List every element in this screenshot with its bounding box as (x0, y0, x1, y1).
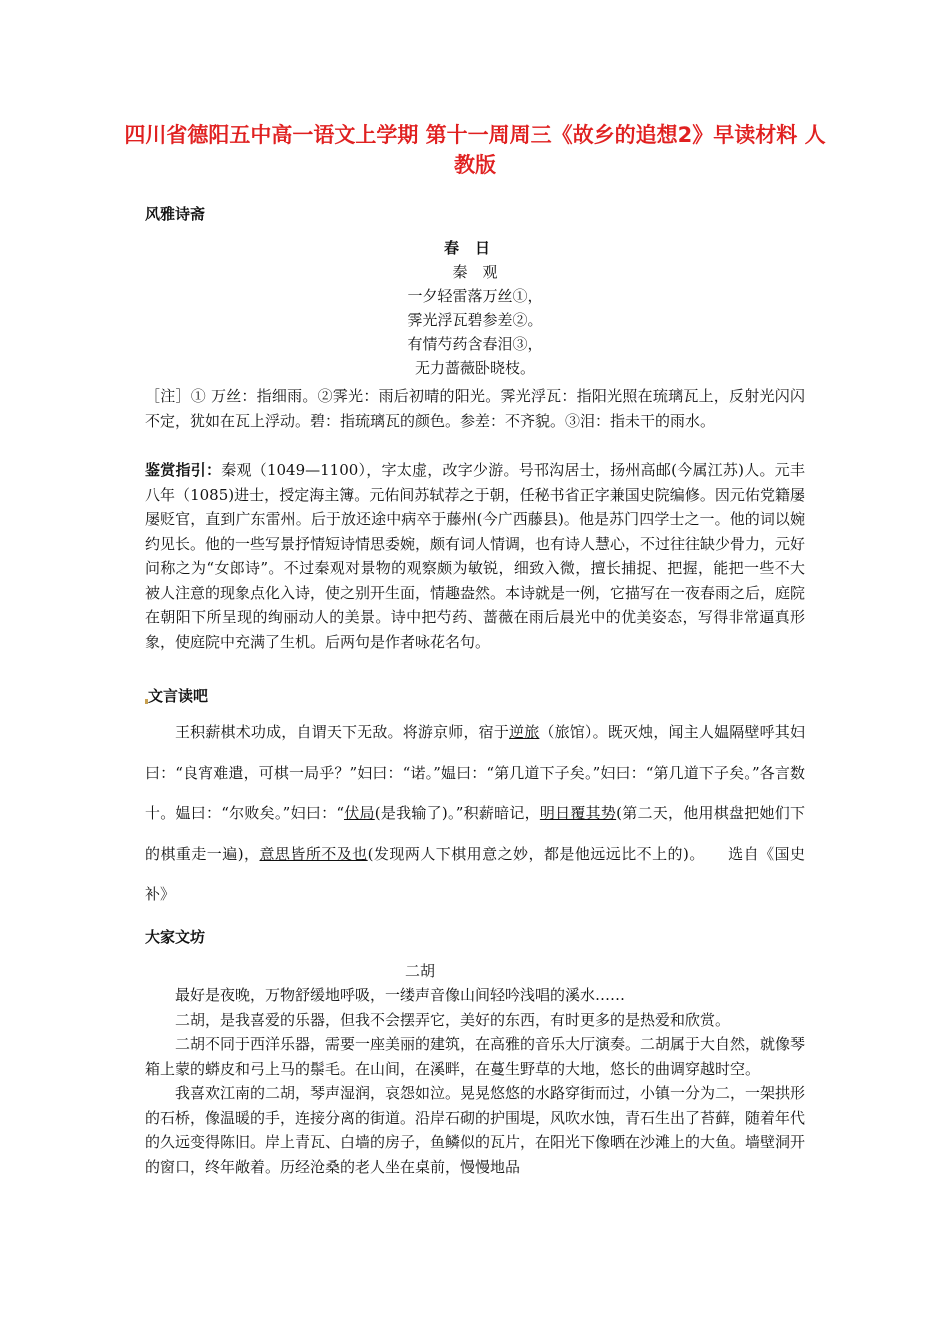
essay-paragraph: 我喜欢江南的二胡，琴声湿润，哀怨如泣。晃晃悠悠的水路穿街而过，小镇一分为二，一架拱形的石桥，像温暖的手，连接分离的街道。沿岸石砌的护围堤，风吹水蚀，青石生出了苔藓，随着年代的久远变得陈旧。岸上青瓦、白墙的房子，鱼鳞似的瓦片，在阳光下像晒在沙滩上的大鱼。墙壁洞开的窗口，终年敞着。历经沧桑的老人坐在桌前，慢慢地品 (145, 1084, 806, 1176)
poem-line: 一夕轻雷落万丝①， (407, 287, 543, 305)
classical-text: (第二天，他用棋盘把她们下的棋重走一遍)， (145, 804, 805, 863)
annotated-term: 意思皆所不及也 (259, 844, 368, 863)
essay-paragraph: 最好是夜晚，万物舒缓地呼吸，一缕声音像山间轻吟浅唱的溪水…… (175, 986, 626, 1004)
classical-text: （旅馆）。既灭烛，闻主人媪隔壁呼其妇曰：“良宵难遣，可棋一局乎？”妇曰：“诺。”媪曰：“第几道下子矣。”妇曰：“第几道下子矣。”各言数十。媪曰：“尔败矣。”妇曰：“ (145, 723, 805, 822)
annotated-term: 逆旅 (509, 723, 540, 741)
section-heading-poetry: 风雅诗斋 (145, 205, 206, 223)
section-heading-masters: 大家文坊 (145, 928, 206, 946)
classical-text: (发现两人下棋用意之妙，都是他远远比不上的)。 选自《国史补》 (145, 844, 805, 903)
poem-note: ［注］① 万丝：指细雨。②霁光：雨后初晴的阳光。霁光浮瓦：指阳光照在琉璃瓦上，反射光闪闪不定，犹如在瓦上浮动。碧：指琉璃瓦的颜色。参差：不齐貌。③泪：指未干的雨水。 (145, 387, 805, 430)
essay-body (145, 983, 805, 1179)
poem-author: 秦 观 (452, 263, 498, 281)
appreciation-paragraph (145, 458, 805, 654)
annotated-term: 伏局 (344, 804, 375, 822)
appreciation-label: 鉴赏指引： (145, 461, 222, 479)
classical-passage (145, 712, 805, 915)
annotated-term: 明日覆其势 (539, 804, 617, 822)
section-heading-classical: 文言读吧 (148, 687, 209, 705)
essay-paragraph: 二胡不同于西洋乐器，需要一座美丽的建筑，在高雅的音乐大厅演奏。二胡属于大自然，就像琴箱上蒙的蟒皮和弓上马的鬃毛。在山间，在溪畔，在蔓生野草的大地，悠长的曲调穿越时空。 (145, 1035, 806, 1078)
poem-title: 春日 (443, 239, 506, 257)
essay-title: 二胡 (404, 962, 435, 980)
classical-text: 王积薪棋术功成，自谓天下无敌。将游京师，宿于 (175, 723, 510, 741)
poem-line: 无力蔷薇卧晓枝。 (414, 359, 535, 377)
poem (145, 236, 805, 380)
classical-text: (是我输了)。”积薪暗记， (374, 804, 540, 822)
document-title: 四川省德阳五中高一语文上学期 第十一周周三《故乡的追想2》早读材料 人教版 (124, 123, 826, 177)
poem-line: 霁光浮瓦碧参差②。 (407, 311, 543, 329)
essay-paragraph: 二胡，是我喜爱的乐器，但我不会摆弄它，美好的东西，有时更多的是热爱和欣赏。 (175, 1010, 731, 1029)
poem-line: 有情芍药含春泪③， (407, 335, 543, 353)
appreciation-text: 秦观（1049—1100），字太虚，改字少游。号邗沟居士，扬州高邮(今属江苏)人。元丰八年（1085)进士，授定海主簿。元佑间苏轼荐之于朝，任秘书省正字兼国史院编修。因元佑党籍屡屡贬官，直到广东雷州。后于放还途中病卒于藤州(今广西藤县)。他是苏门四学士之一。他的词以婉约见长。他的一些写景抒情短诗情思委婉，颇有词人情调，也有诗人慧心，不过往往缺少骨力，元好问称之为“女郎诗”。不过秦观对景物的观察颇为敏锐，细致入微，擅长捕捉、把握，能把一些不大被人注意的现象点化入诗，使之别开生面，情趣盎然。本诗就是一例，它描写在一夜春雨之后，庭院在朝阳下所呈现的绚丽动人的美景。诗中把芍药、蔷薇在雨后晨光中的优美姿态，写得非常逼真形象，使庭院中充满了生机。后两句是作者咏花名句。 (145, 461, 806, 651)
